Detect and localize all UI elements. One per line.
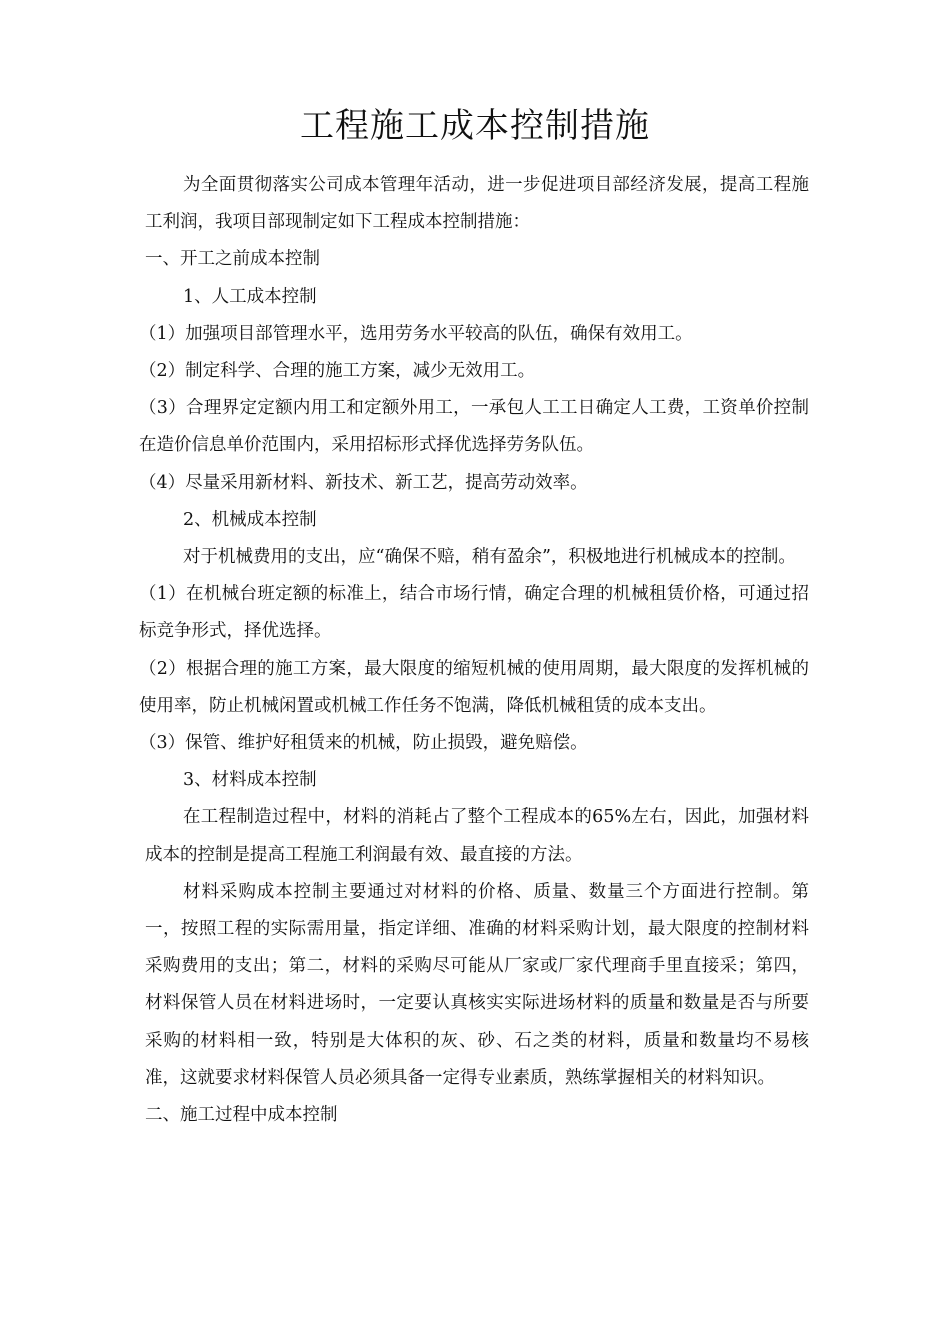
subsection-heading-machinery: 2、机械成本控制 <box>183 509 317 530</box>
document-title: 工程施工成本控制措施 <box>300 106 650 146</box>
list-item-labor-1: （1）加强项目部管理水平，选用劳务水平较高的队伍，确保有效用工。 <box>139 323 693 344</box>
subsection-heading-materials: 3、材料成本控制 <box>183 770 317 791</box>
list-item-machinery-3: （3）保管、维护好租赁来的机械，防止损毁，避免赔偿。 <box>139 733 588 754</box>
list-item-machinery-1: （1）在机械台班定额的标准上，结合市场行情，确定合理的机械租赁价格，可通过招标竞争形式，择优选择。 <box>139 584 809 642</box>
subsection-heading-labor: 1、人工成本控制 <box>183 286 317 307</box>
list-item-labor-4: （4）尽量采用新材料、新技术、新工艺，提高劳动效率。 <box>139 472 588 493</box>
list-item-machinery-2: （2）根据合理的施工方案，最大限度的缩短机械的使用周期，最大限度的发挥机械的使用率，防止机械闲置或机械工作任务不饱满，降低机械租赁的成本支出。 <box>139 658 809 716</box>
list-item-labor-3: （3）合理界定定额内用工和定额外用工，一承包人工工日确定人工费，工资单价控制在造价信息单价范围内，采用招标形式择优选择劳务队伍。 <box>139 398 809 456</box>
section-heading-1: 一、开工之前成本控制 <box>145 249 320 270</box>
intro-paragraph: 为全面贯彻落实公司成本管理年活动，进一步促进项目部经济发展，提高工程施工利润，我项目部现制定如下工程成本控制措施： <box>145 175 809 233</box>
section-heading-2: 二、施工过程中成本控制 <box>145 1105 338 1126</box>
list-item-labor-2: （2）制定科学、合理的施工方案，减少无效用工。 <box>139 361 536 382</box>
document-body <box>139 167 809 1134</box>
materials-paragraph-1: 在工程制造过程中，材料的消耗占了整个工程成本的65%左右，因此，加强材料成本的控制是提高工程施工利润最有效、最直接的方法。 <box>145 807 809 865</box>
materials-paragraph-2: 材料采购成本控制主要通过对材料的价格、质量、数量三个方面进行控制。第一，按照工程的实际需用量，指定详细、准确的材料采购计划，最大限度的控制材料采购费用的支出；第二，材料的采购尽可能从厂家或厂家代理商手里直接采；第四，材料保管人员在材料进场时，一定要认真核实实际进场材料的质量和数量是否与所要采购的材料相一致，特别是大体积的灰、砂、石之类的材料，质量和数量均不易核准，这就要求材料保管人员必须具备一定得专业素质，熟练掌握相关的材料知识。 <box>145 881 809 1088</box>
machinery-paragraph: 对于机械费用的支出，应“确保不赔，稍有盈余”，积极地进行机械成本的控制。 <box>183 547 796 568</box>
